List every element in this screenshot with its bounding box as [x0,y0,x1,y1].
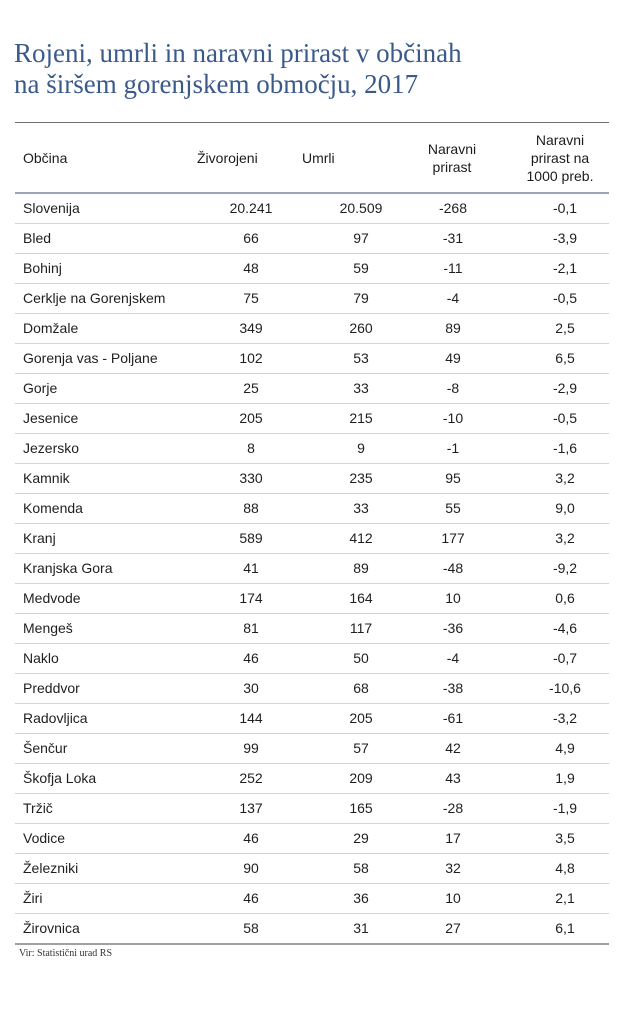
cell-natural-increase: -1 [446,440,460,456]
cell-municipality: Šenčur [23,740,68,756]
cell-deaths: 57 [353,740,369,756]
header-municipality: Občina [23,149,68,166]
cell-live-births: 46 [243,830,259,846]
cell-natural-increase: 95 [445,470,461,486]
cell-live-births: 30 [243,680,259,696]
header-rate-line-2: prirast na [530,149,590,166]
cell-live-births: 46 [243,650,259,666]
cell-live-births: 25 [243,380,259,396]
cell-natural-increase-rate: -0,7 [552,650,578,666]
cell-live-births: 81 [243,620,259,636]
cell-natural-increase: 42 [445,740,461,756]
cell-natural-increase: 55 [445,500,461,516]
table-row [15,254,609,284]
cell-live-births: 90 [243,860,259,876]
cell-natural-increase-rate: 3,5 [555,830,575,846]
table-row [15,824,609,854]
table-row [15,764,609,794]
table-row [15,734,609,764]
cell-deaths: 260 [349,320,373,336]
table-bottom-rule [15,943,609,945]
cell-deaths: 59 [353,260,369,276]
cell-live-births: 48 [243,260,259,276]
table-row [15,524,609,554]
cell-natural-increase: 10 [445,590,461,606]
cell-natural-increase: 32 [445,860,461,876]
cell-natural-increase-rate: 6,5 [555,350,575,366]
cell-live-births: 41 [243,560,259,576]
title-line-1: Rojeni, umrli in naravni prirast v občinah [14,38,462,68]
cell-municipality: Cerklje na Gorenjskem [23,290,166,306]
cell-natural-increase-rate: 3,2 [555,530,575,546]
cell-natural-increase: 27 [445,920,461,936]
table-body [15,194,609,943]
cell-live-births: 102 [239,350,263,366]
table-row [15,794,609,824]
table-row [15,194,609,224]
table-row [15,554,609,584]
cell-natural-increase: -61 [442,710,464,726]
header-live-births: Živorojeni [197,149,258,166]
cell-municipality: Tržič [23,800,53,816]
cell-live-births: 46 [243,890,259,906]
table-row [15,704,609,734]
cell-natural-increase: -28 [442,800,464,816]
cell-live-births: 330 [239,470,263,486]
cell-municipality: Preddvor [23,680,80,696]
cell-live-births: 144 [239,710,263,726]
table-row [15,314,609,344]
cell-live-births: 349 [239,320,263,336]
cell-natural-increase-rate: -4,6 [552,620,578,636]
cell-municipality: Slovenija [23,200,80,216]
cell-municipality: Mengeš [23,620,73,636]
cell-natural-increase-rate: 2,1 [555,890,575,906]
cell-live-births: 75 [243,290,259,306]
cell-natural-increase: -38 [442,680,464,696]
page-title [14,38,614,100]
table-row [15,494,609,524]
cell-natural-increase: 17 [445,830,461,846]
cell-deaths: 412 [349,530,373,546]
cell-natural-increase: -36 [442,620,464,636]
cell-deaths: 68 [353,680,369,696]
cell-deaths: 33 [353,380,369,396]
cell-natural-increase-rate: 4,9 [555,740,575,756]
table-row [15,614,609,644]
cell-live-births: 589 [239,530,263,546]
cell-municipality: Domžale [23,320,79,336]
cell-natural-increase-rate: 0,6 [555,590,575,606]
cell-natural-increase: -4 [446,290,460,306]
cell-live-births: 252 [239,770,263,786]
header-natural-line-2: prirast [432,158,472,175]
cell-live-births: 58 [243,920,259,936]
header-rate-line-3: 1000 preb. [526,167,594,184]
table-row [15,344,609,374]
cell-live-births: 66 [243,230,259,246]
cell-deaths: 33 [353,500,369,516]
cell-live-births: 99 [243,740,259,756]
table-row [15,374,609,404]
cell-deaths: 205 [349,710,373,726]
cell-deaths: 9 [357,440,365,456]
cell-deaths: 36 [353,890,369,906]
cell-natural-increase: 49 [445,350,461,366]
cell-natural-increase-rate: -3,2 [552,710,578,726]
cell-natural-increase: -8 [446,380,460,396]
cell-deaths: 58 [353,860,369,876]
table-header [15,123,609,192]
cell-live-births: 20.241 [229,200,273,216]
header-natural-line-1: Naravni [427,140,477,157]
cell-natural-increase-rate: -1,6 [552,440,578,456]
cell-municipality: Naklo [23,650,59,666]
table-row [15,404,609,434]
cell-live-births: 88 [243,500,259,516]
cell-natural-increase-rate: -0,5 [552,290,578,306]
cell-municipality: Jezersko [23,440,80,456]
cell-natural-increase: 89 [445,320,461,336]
cell-municipality: Radovljica [23,710,88,726]
cell-natural-increase: 177 [441,530,465,546]
cell-municipality: Vodice [23,830,66,846]
cell-municipality: Komenda [23,500,83,516]
cell-natural-increase-rate: 2,5 [555,320,575,336]
cell-deaths: 164 [349,590,373,606]
data-table [15,122,609,945]
cell-natural-increase-rate: 4,8 [555,860,575,876]
cell-deaths: 89 [353,560,369,576]
cell-municipality: Kranj [23,530,56,546]
cell-municipality: Železniki [23,860,79,876]
source-note: Vir: Statistični urad RS [19,948,113,959]
cell-natural-increase: 10 [445,890,461,906]
header-natural-increase-rate [505,123,615,192]
cell-natural-increase: -4 [446,650,460,666]
cell-deaths: 29 [353,830,369,846]
cell-natural-increase-rate: -9,2 [552,560,578,576]
cell-natural-increase: 43 [445,770,461,786]
table-row [15,434,609,464]
header-deaths: Umrli [302,149,335,166]
cell-natural-increase-rate: -0,1 [552,200,578,216]
cell-natural-increase-rate: -1,9 [552,800,578,816]
cell-natural-increase-rate: 9,0 [555,500,575,516]
cell-natural-increase: -31 [442,230,464,246]
cell-deaths: 215 [349,410,373,426]
cell-natural-increase-rate: -3,9 [552,230,578,246]
cell-deaths: 53 [353,350,369,366]
cell-deaths: 235 [349,470,373,486]
table-row [15,854,609,884]
cell-natural-increase-rate: -2,9 [552,380,578,396]
cell-municipality: Žirovnica [23,920,80,936]
cell-deaths: 97 [353,230,369,246]
table-row [15,674,609,704]
header-natural-increase [407,123,497,192]
cell-live-births: 8 [247,440,255,456]
table-row [15,224,609,254]
table-row [15,644,609,674]
cell-natural-increase: -48 [442,560,464,576]
cell-live-births: 174 [239,590,263,606]
cell-natural-increase-rate: 6,1 [555,920,575,936]
cell-municipality: Gorje [23,380,58,396]
cell-municipality: Gorenja vas - Poljane [23,350,158,366]
cell-deaths: 31 [353,920,369,936]
cell-deaths: 209 [349,770,373,786]
table-row [15,464,609,494]
cell-live-births: 205 [239,410,263,426]
cell-natural-increase-rate: 3,2 [555,470,575,486]
cell-natural-increase: -268 [438,200,468,216]
table-row [15,584,609,614]
table-row [15,914,609,943]
cell-deaths: 50 [353,650,369,666]
cell-municipality: Kamnik [23,470,70,486]
cell-natural-increase-rate: -2,1 [552,260,578,276]
cell-deaths: 117 [349,620,373,636]
cell-municipality: Škofja Loka [23,770,97,786]
cell-municipality: Jesenice [23,410,79,426]
title-line-2: na širšem gorenjskem območju, 2017 [14,69,419,99]
table-row [15,284,609,314]
table-row [15,884,609,914]
cell-natural-increase: -10 [442,410,464,426]
cell-municipality: Medvode [23,590,81,606]
cell-natural-increase: -11 [443,260,463,276]
cell-municipality: Bled [23,230,52,246]
cell-municipality: Kranjska Gora [23,560,113,576]
cell-deaths: 79 [353,290,369,306]
cell-live-births: 137 [239,800,263,816]
cell-natural-increase-rate: -0,5 [552,410,578,426]
cell-natural-increase-rate: 1,9 [555,770,575,786]
cell-deaths: 165 [349,800,373,816]
cell-municipality: Bohinj [23,260,62,276]
header-rate-line-1: Naravni [535,131,585,148]
cell-municipality: Žiri [23,890,43,906]
cell-natural-increase-rate: -10,6 [549,680,581,696]
cell-deaths: 20.509 [339,200,383,216]
